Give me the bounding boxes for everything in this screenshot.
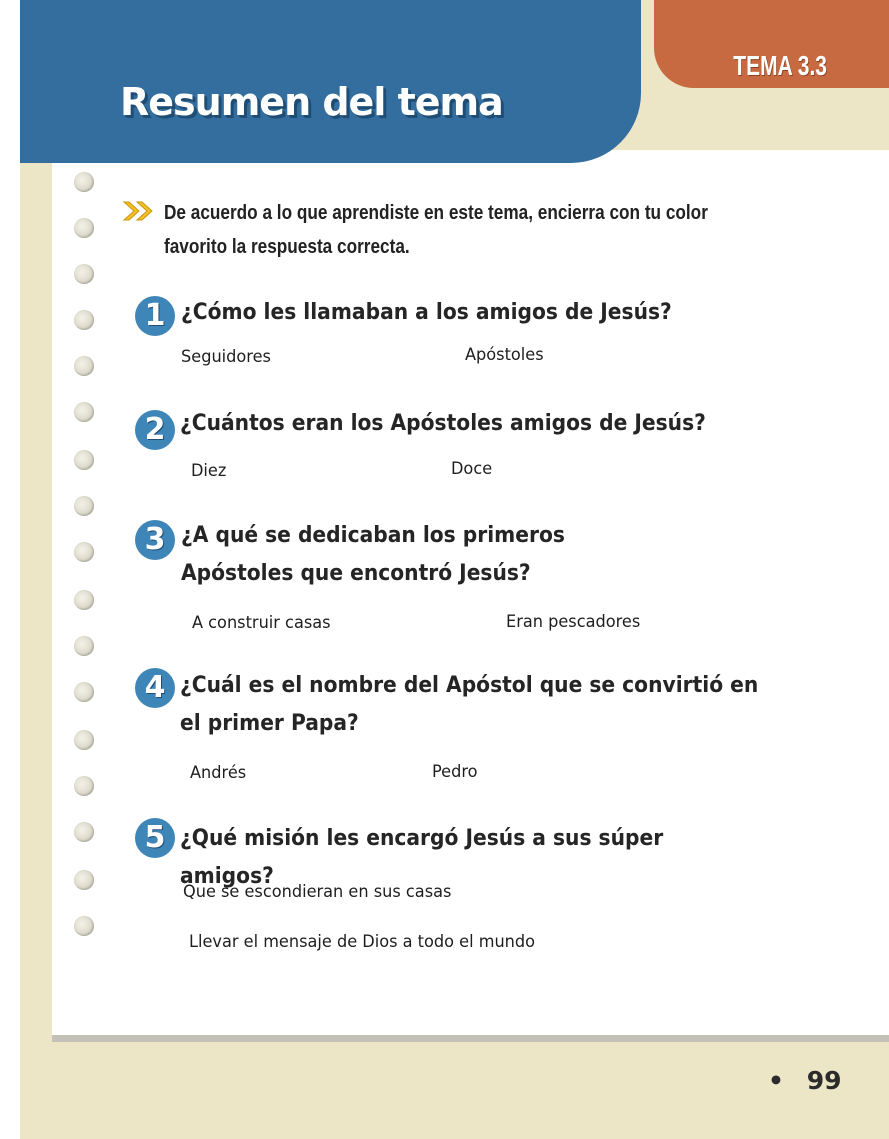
question-number-5: 5	[135, 818, 175, 858]
notebook-ring	[74, 450, 94, 470]
page-number-value: 99	[806, 1066, 842, 1095]
question-2-text: ¿Cuántos eran los Apóstoles amigos de Jesús?	[180, 411, 706, 436]
answer-4b[interactable]: Pedro	[432, 762, 478, 782]
answer-5a[interactable]: Que se escondieran en sus casas	[183, 882, 452, 902]
notebook-ring	[74, 310, 94, 330]
notebook-ring	[74, 402, 94, 422]
instruction-text: De acuerdo a lo que aprendiste en este tema, encierra con tu color favorito la respuesta correcta.	[164, 202, 708, 258]
notebook-ring	[74, 264, 94, 284]
notebook-ring	[74, 822, 94, 842]
question-4-text: ¿Cuál es el nombre del Apóstol que se convirtió en el primer Papa?	[180, 673, 759, 736]
tema-label: TEMA 3.3	[733, 50, 827, 81]
question-number-3: 3	[135, 520, 175, 560]
notebook-ring	[74, 776, 94, 796]
answer-1a[interactable]: Seguidores	[181, 347, 271, 367]
notebook-ring	[74, 916, 94, 936]
notebook-ring	[74, 682, 94, 702]
question-5-text: ¿Qué misión les encargó Jesús a sus súper amigos?	[180, 826, 664, 889]
page-number-bullet: •	[768, 1066, 784, 1095]
page-number	[768, 1066, 842, 1095]
answer-5b[interactable]: Llevar el mensaje de Dios a todo el mundo	[189, 932, 536, 952]
answer-3b[interactable]: Eran pescadores	[506, 612, 641, 632]
notebook-ring	[74, 730, 94, 750]
notebook-ring	[74, 870, 94, 890]
page-title: Resumen del tema	[120, 80, 503, 124]
question-number-2: 2	[135, 410, 175, 450]
notebook-ring	[74, 218, 94, 238]
question-3-text: ¿A qué se dedicaban los primeros Apóstoles que encontró Jesús?	[181, 523, 565, 586]
notebook-ring	[74, 356, 94, 376]
notebook-ring	[74, 496, 94, 516]
notebook-ring	[74, 590, 94, 610]
answer-2a[interactable]: Diez	[191, 461, 227, 481]
answer-1b[interactable]: Apóstoles	[465, 345, 544, 365]
answer-3a[interactable]: A construir casas	[192, 613, 331, 633]
question-1-text: ¿Cómo les llamaban a los amigos de Jesús?	[181, 300, 672, 325]
double-chevron-icon	[122, 200, 156, 222]
question-number-4: 4	[135, 668, 175, 708]
notebook-ring	[74, 542, 94, 562]
notebook-ring	[74, 172, 94, 192]
notebook-ring	[74, 636, 94, 656]
answer-4a[interactable]: Andrés	[190, 763, 247, 783]
answer-2b[interactable]: Doce	[451, 459, 493, 479]
question-number-1: 1	[135, 296, 175, 336]
